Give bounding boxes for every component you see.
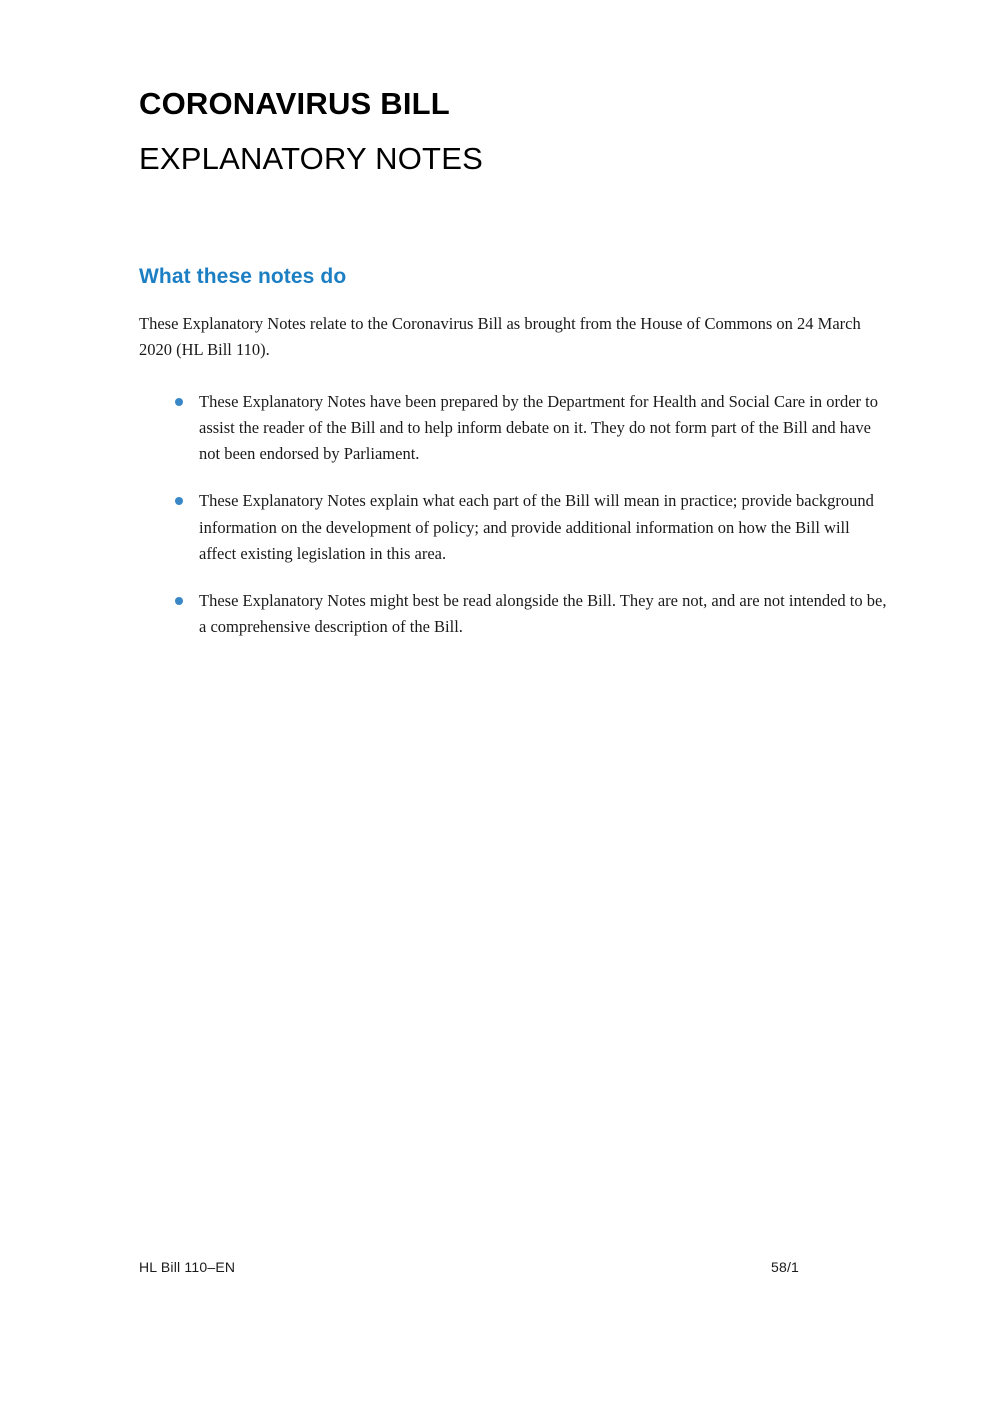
intro-paragraph: These Explanatory Notes relate to the Coronavirus Bill as brought from the House of Commons on 24 March 2020 (HL Bill 110). [139,314,861,360]
bullet-dot-icon [175,497,183,505]
list-item-text: These Explanatory Notes might best be read alongside the Bill. They are not, and are not intended to be, a comprehensive description of the Bill. [199,590,887,636]
list-item-text: These Explanatory Notes have been prepared by the Department for Health and Social Care in order to assist the reader of the Bill and to help inform debate on it. They do not form part of the Bill and have not been endorsed by Parliament. [199,392,878,464]
list-item-text: These Explanatory Notes explain what each part of the Bill will mean in practice; provide background information on the development of policy; and provide additional information on how the Bill will affect existing legislation in this area. [199,491,874,563]
bullet-dot-icon [175,398,183,406]
page-title: CORONAVIRUS BILL [139,86,450,121]
list-item [139,588,889,640]
section-heading: What these notes do [139,265,347,289]
bullet-dot-icon [175,597,183,605]
document-content [139,86,889,640]
footer-bill-reference: HL Bill 110–EN [139,1259,236,1275]
page-subtitle: EXPLANATORY NOTES [139,140,483,176]
footer-page-number: 58/1 [771,1259,800,1275]
notes-bullet-list [139,389,889,640]
list-item [139,488,889,566]
list-item [139,389,889,467]
